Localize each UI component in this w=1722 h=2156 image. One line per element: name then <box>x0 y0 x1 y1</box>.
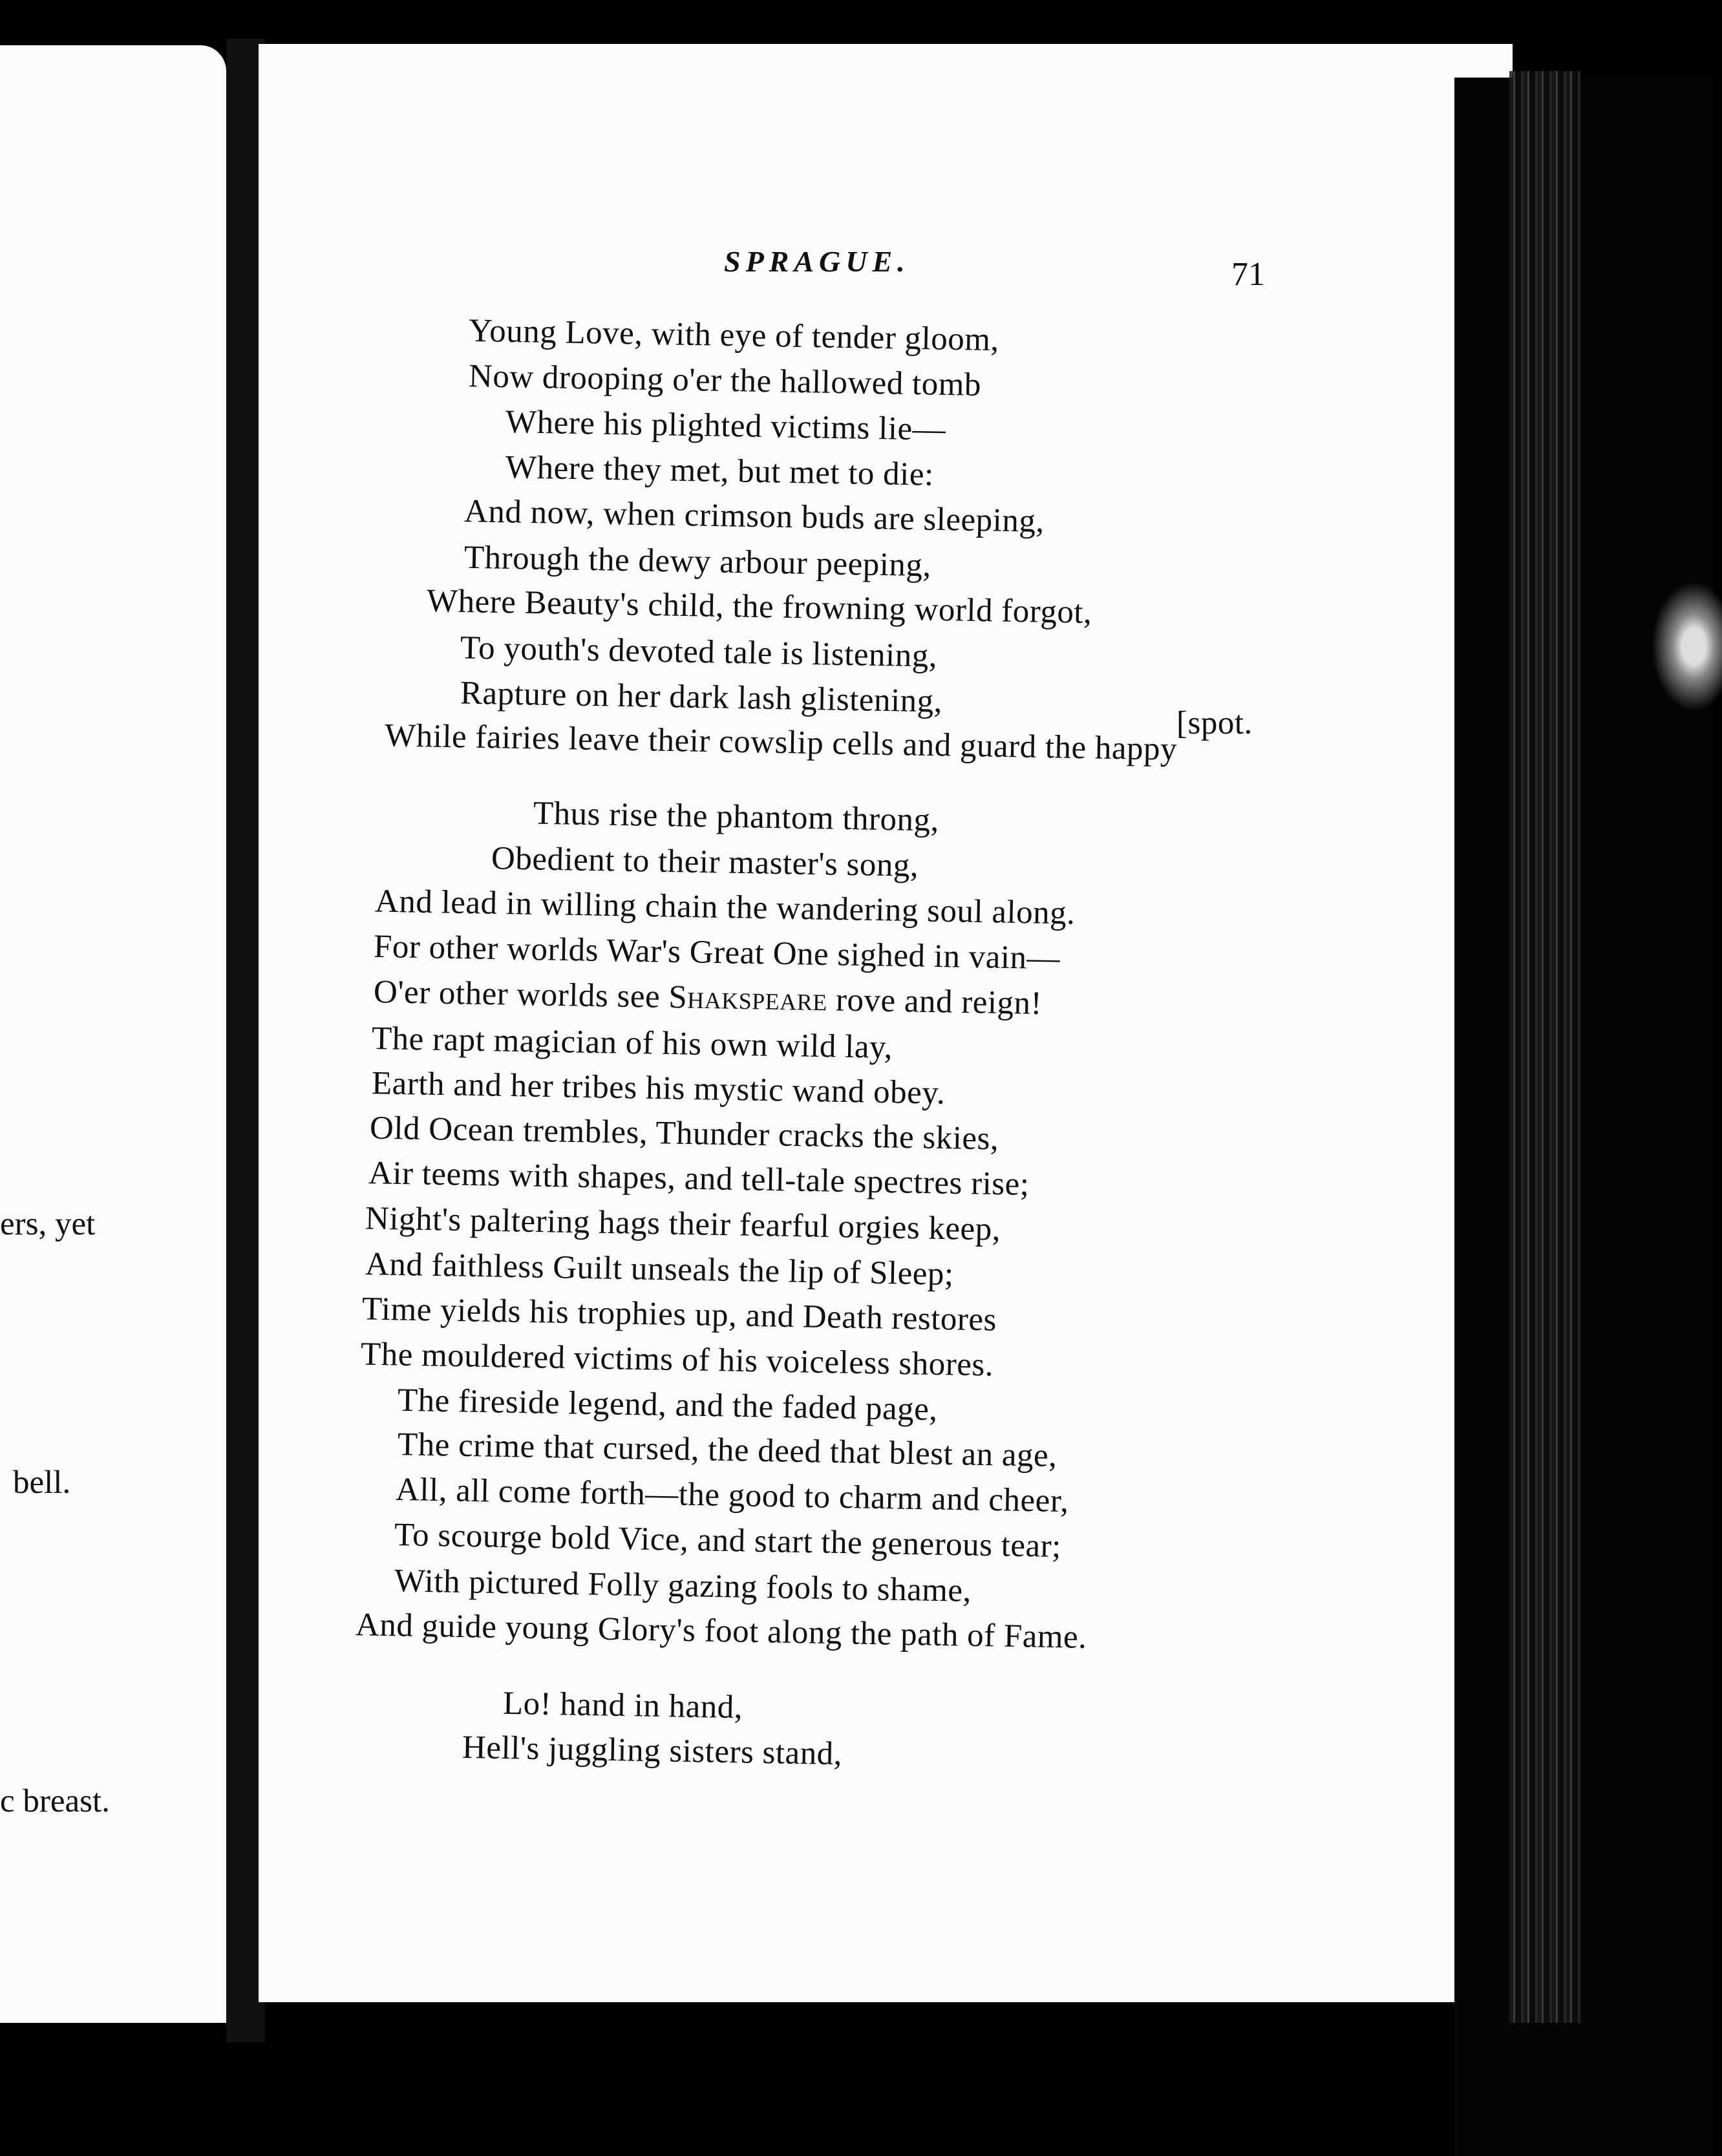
left-page-fragment: c breast. <box>0 1783 110 1819</box>
poem-line: Now drooping o'er the hallowed tomb <box>468 358 982 403</box>
poem-line: The fireside legend, and the faded page, <box>397 1382 939 1428</box>
poem-line: Old Ocean trembles, Thunder cracks the skies, <box>369 1110 999 1157</box>
poem-line-text: rove and reign! <box>827 982 1043 1022</box>
poem-line-text: O'er other worlds see <box>373 973 669 1015</box>
page-edge-lines <box>1509 71 1580 2023</box>
poem-line: Through the dewy arbour peeping, <box>463 539 932 584</box>
poem-line: Obedient to their master's song, <box>491 840 919 884</box>
poem-line: All, all come forth—the good to charm and cheer, <box>395 1471 1070 1520</box>
poem-line: To youth's devoted tale is listening, <box>460 629 938 675</box>
running-head: SPRAGUE. <box>724 245 910 278</box>
poem-line: Night's paltering hags their fearful orgies keep, <box>365 1200 1001 1248</box>
poem-line: And guide young Glory's foot along the path of Fame. <box>355 1607 1087 1656</box>
poem-line: Where Beauty's child, the frowning world forgot, <box>426 583 1092 631</box>
scan-speck <box>1652 582 1722 711</box>
page-number: 71 <box>1231 256 1265 293</box>
poem-line: With pictured Folly gazing fools to shame, <box>394 1563 972 1609</box>
poem-line: Where his plighted victims lie— <box>505 404 946 448</box>
poem-line: Earth and her tribes his mystic wand obey. <box>371 1065 946 1112</box>
left-page-fragment: bell. <box>13 1464 71 1501</box>
page-edge <box>1454 78 1713 2156</box>
poem-line: Time yields his trophies up, and Death restores <box>361 1291 997 1338</box>
poem-line: Where they met, but met to die: <box>505 449 935 493</box>
poem-line: Hell's juggling sisters stand, <box>462 1729 843 1773</box>
left-page <box>0 45 226 2023</box>
poem-line: Young Love, with eye of tender gloom, <box>468 312 1000 359</box>
poem-line: And faithless Guilt unseals the lip of Sleep; <box>365 1246 955 1293</box>
poem-line: The crime that cursed, the deed that blest an age, <box>397 1426 1058 1474</box>
poem-line: The mouldered victims of his voiceless shores. <box>360 1336 994 1384</box>
left-page-fragment: ers, yet <box>0 1206 96 1242</box>
poem-line: For other worlds War's Great One sighed in vain— <box>373 928 1061 977</box>
poem-line: Rapture on her dark lash glistening, <box>460 675 943 720</box>
author-name: Shakspeare <box>668 978 828 1019</box>
turnover-line: [spot. <box>1176 705 1253 741</box>
poem-line: The rapt magician of his own wild lay, <box>371 1020 893 1066</box>
poem-line: Air teems with shapes, and tell-tale spectres rise; <box>368 1155 1030 1203</box>
poem-line: While fairies leave their cowslip cells and guard the happy <box>384 717 1178 768</box>
poem-line: And now, when crimson buds are sleeping, <box>463 493 1045 540</box>
poem-line: And lead in willing chain the wandering soul along. <box>374 883 1076 932</box>
poem-line: Lo! hand in hand, <box>502 1685 743 1726</box>
poem-line: Thus rise the phantom throng, <box>533 795 940 839</box>
poem-line: To scourge bold Vice, and start the generous tear; <box>394 1516 1062 1565</box>
